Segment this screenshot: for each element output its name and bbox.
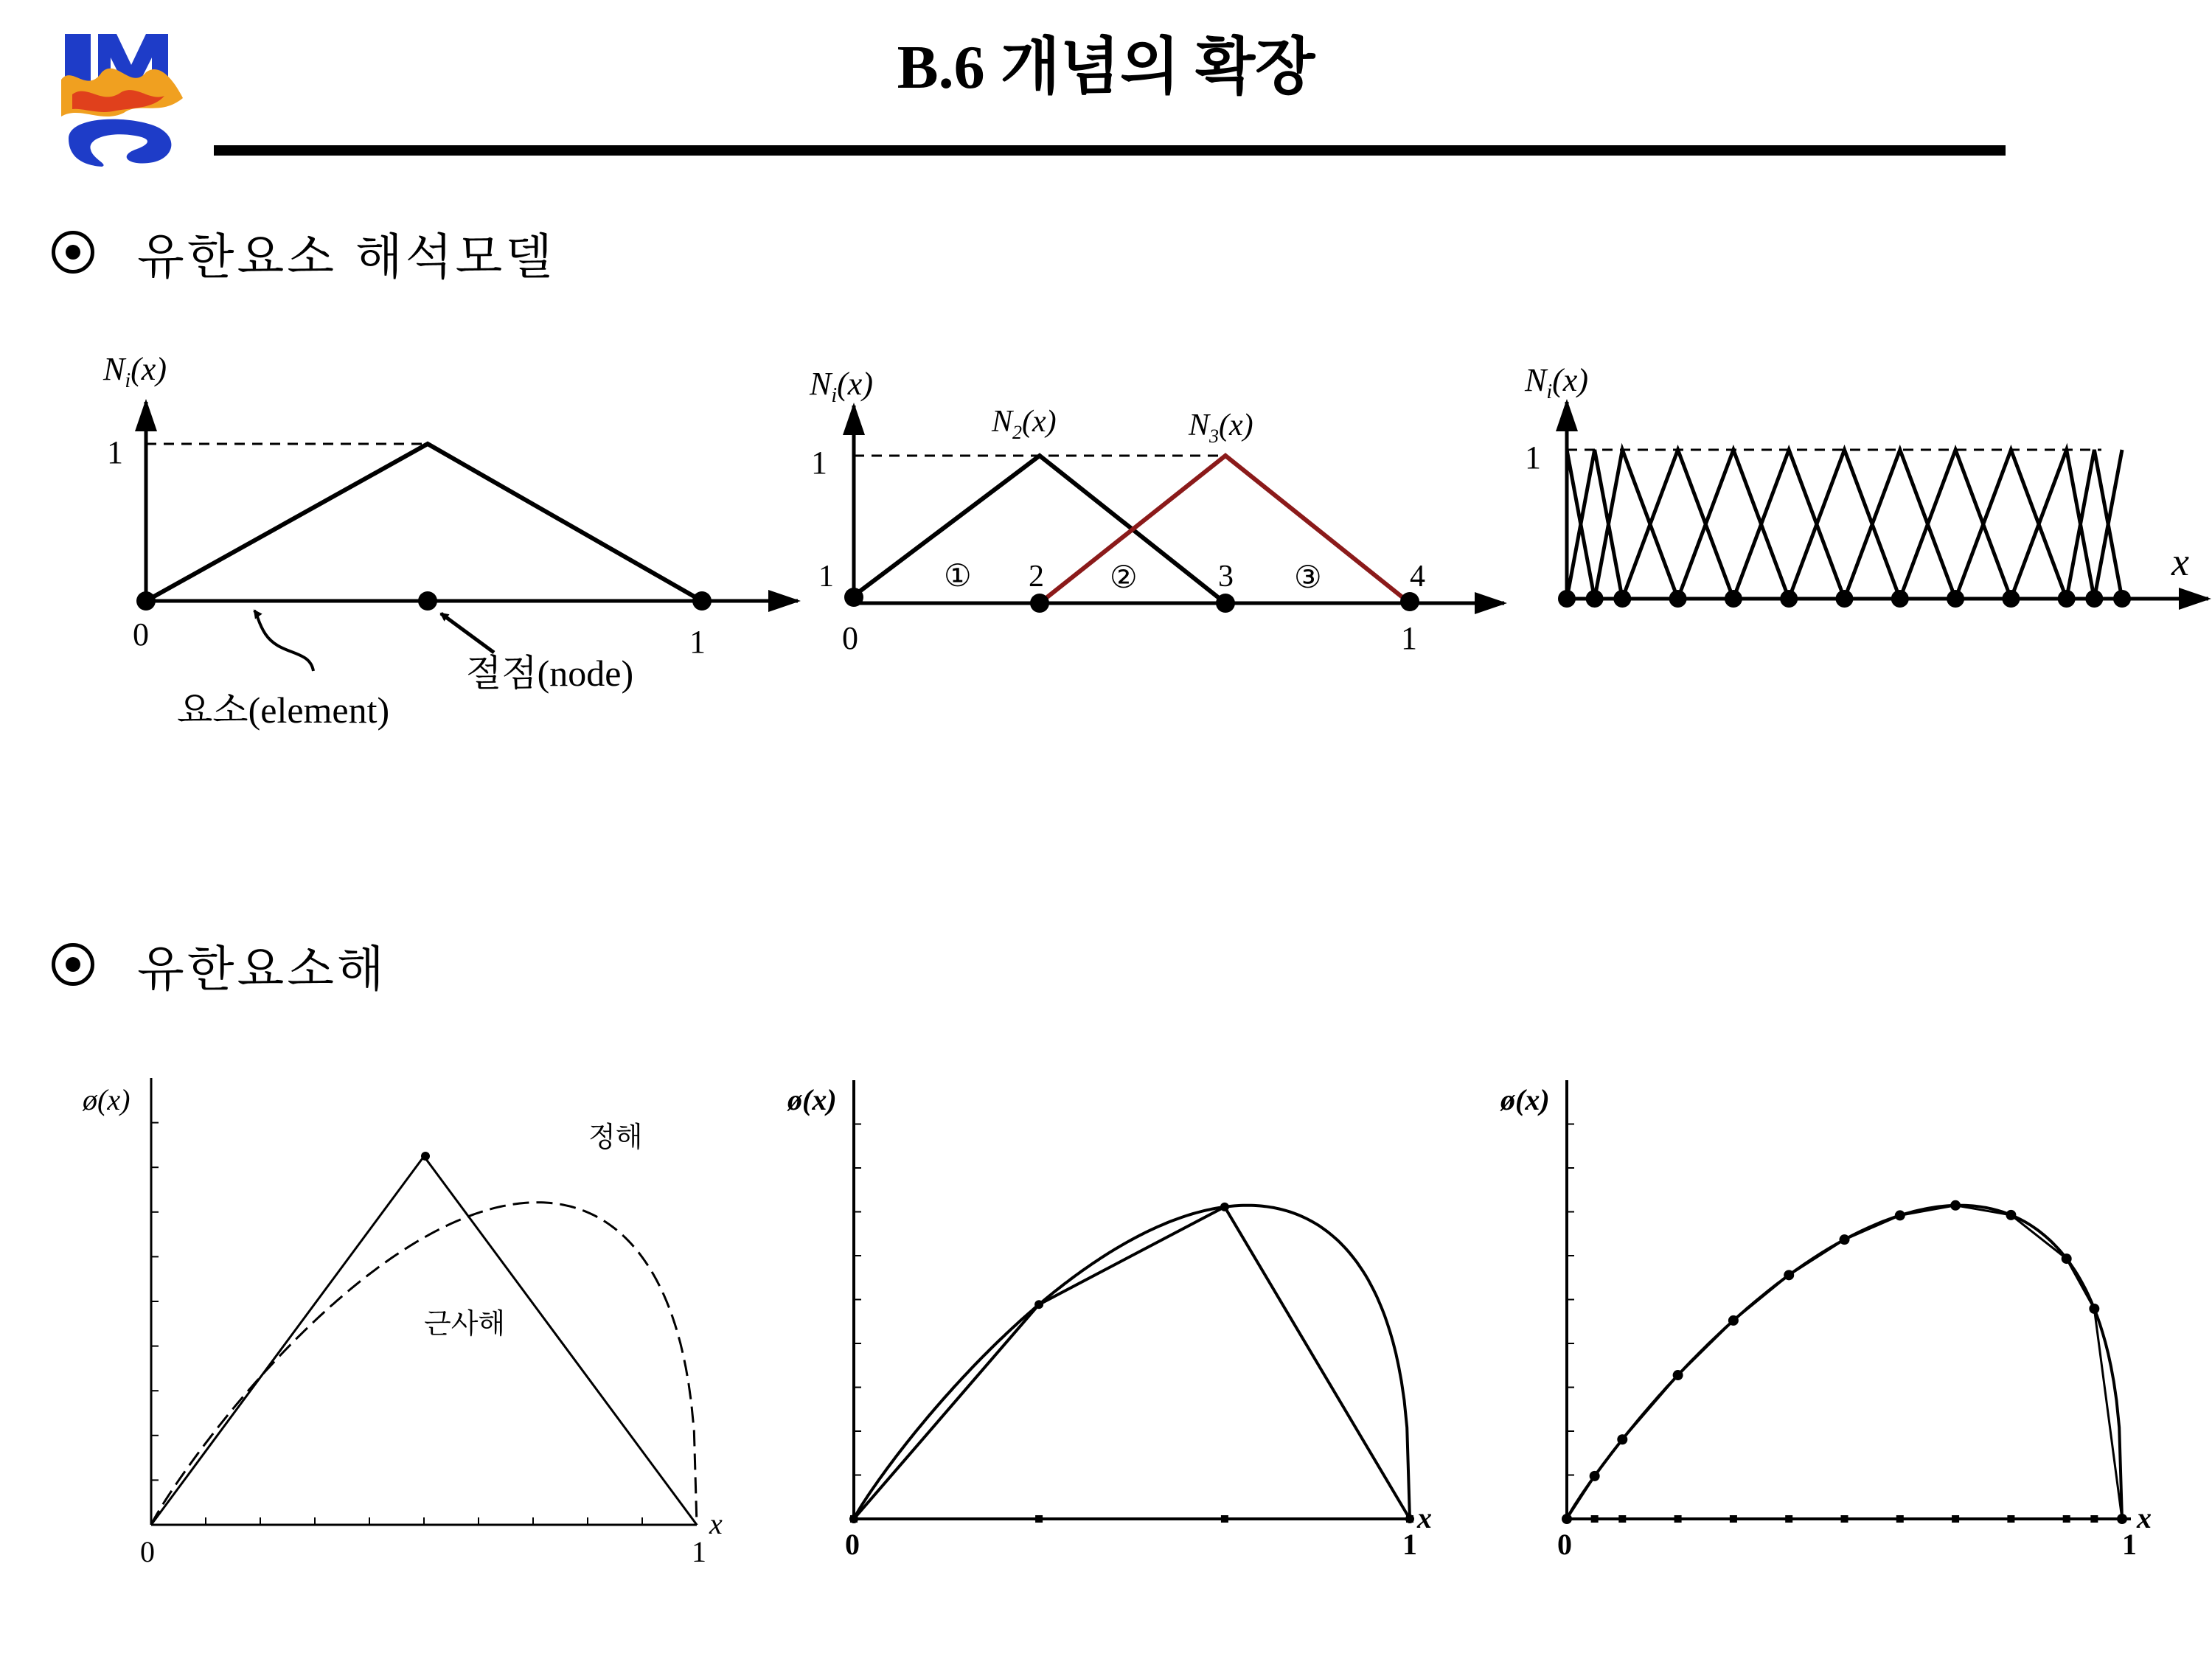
y-tick-label: 1 (811, 445, 827, 481)
node-marker (2090, 1515, 2098, 1523)
n3-label: $N_3(x)$ (1189, 408, 1253, 447)
node-point (1947, 590, 1964, 608)
element-pointer-arrow (254, 611, 313, 671)
x-axis-label: x (2171, 540, 2189, 584)
approximate-solution-line (854, 1207, 1410, 1519)
y-axis-label: $N_i(x)$ (1525, 362, 1588, 403)
node-marker (1952, 1515, 1959, 1523)
x-axis-label: x (2137, 1501, 2152, 1534)
hat-function-line (1622, 450, 1733, 599)
node-point (844, 588, 863, 607)
solution-panel-2 (787, 1080, 1432, 1561)
y-axis-label: ø(x) (1500, 1083, 1550, 1116)
n2-label: $N_2(x)$ (992, 405, 1057, 443)
node-point (1220, 1203, 1229, 1211)
y-axis-label: $N_i(x)$ (103, 351, 167, 392)
node-point (1558, 590, 1576, 608)
node-point (1836, 590, 1854, 608)
node-point (1895, 1210, 1905, 1220)
node-marker (1618, 1515, 1626, 1523)
node-marker (1563, 1515, 1571, 1523)
hat-function-line (146, 444, 702, 601)
node-marker (1035, 1515, 1043, 1523)
exact-solution-curve (1567, 1206, 2122, 1519)
element-number-1: ① (944, 557, 972, 594)
node-point (1728, 1315, 1739, 1326)
x-axis-label: x (709, 1507, 723, 1540)
node-marker (1674, 1515, 1682, 1523)
section-label: 유한요소해 (137, 940, 387, 998)
x-tick-label-1: 1 (1402, 1528, 1417, 1561)
hat-function-line (1595, 450, 1678, 599)
node-point (692, 591, 712, 611)
node-marker (1406, 1515, 1413, 1523)
node-pointer-arrow (441, 613, 494, 653)
node-marker (2118, 1515, 2126, 1523)
node-point (1673, 1370, 1683, 1380)
hat-function-line (1733, 450, 1845, 599)
node-point (1030, 594, 1049, 613)
y-axis-label: $N_i(x)$ (810, 366, 873, 407)
solution-panel-1 (82, 1078, 723, 1568)
node-point (136, 591, 156, 611)
x-tick-label-1: 1 (2122, 1528, 2137, 1561)
node-point (2113, 590, 2131, 608)
node-point (1784, 1270, 1794, 1280)
node-point (2058, 590, 2076, 608)
node-number-3: 3 (1218, 560, 1234, 594)
shape-function-panel-2 (809, 366, 1504, 656)
node-point (1586, 590, 1604, 608)
x-tick-label-1: 1 (1401, 620, 1417, 656)
node-marker (850, 1515, 858, 1523)
node-marker (1841, 1515, 1848, 1523)
x-tick-label-0: 0 (842, 620, 858, 656)
node-label: 절점(node) (466, 653, 634, 694)
node-marker (1730, 1515, 1737, 1523)
shape-function-panel-3 (1524, 362, 2208, 608)
x-tick-label-0: 0 (133, 616, 149, 653)
node-marker (2063, 1515, 2070, 1523)
node-point (1669, 590, 1687, 608)
x-axis-label: x (1417, 1501, 1432, 1534)
y-tick-label: 1 (107, 434, 123, 470)
node-marker (1785, 1515, 1792, 1523)
hat-function-line (1845, 450, 1956, 599)
element-number-2: ② (1110, 559, 1138, 595)
x-tick-label-1: 1 (692, 1535, 706, 1568)
node-point (1034, 1300, 1043, 1309)
element-number-3: ③ (1294, 559, 1322, 595)
node-point (1725, 590, 1742, 608)
hat-function-line (1955, 450, 2067, 599)
hat-function-line (1789, 450, 1900, 599)
node-point (1780, 590, 1798, 608)
node-marker (1591, 1515, 1599, 1523)
node-point (1216, 594, 1235, 613)
hat-function-line (1900, 450, 2011, 599)
node-point (1400, 592, 1419, 611)
node-point (2002, 590, 2020, 608)
x-tick-label-0: 0 (1557, 1528, 1572, 1561)
node-number-4: 4 (1410, 560, 1425, 594)
element-label: 요소(element) (177, 689, 390, 731)
node-point (2089, 1304, 2099, 1314)
node-point (1613, 590, 1631, 608)
exact-solution-curve (854, 1206, 1410, 1519)
node-marker (1221, 1515, 1228, 1523)
exact-solution-dashed-curve (151, 1203, 697, 1525)
node-point (1590, 1471, 1600, 1481)
node-point (2085, 590, 2103, 608)
hat-function-line (2067, 450, 2122, 599)
node-point (421, 1152, 430, 1161)
node-number-2: 2 (1029, 560, 1044, 594)
shape-function-panel-1 (102, 351, 798, 731)
hat-function-line (1567, 450, 1622, 599)
node-point (2062, 1253, 2072, 1264)
hat-function-line (1678, 450, 1790, 599)
solution-panel-3 (1500, 1080, 2152, 1561)
approximate-solution-label: 근사해 (424, 1307, 506, 1340)
approximate-solution-line (151, 1156, 697, 1525)
node-marker (2007, 1515, 2014, 1523)
exact-solution-label: 정해 (588, 1121, 643, 1153)
node-point (1891, 590, 1909, 608)
section-label: 유한요소 해석모델 (137, 228, 556, 285)
page-title: B.6 개념의 확장 (897, 33, 1315, 102)
node-point (2006, 1210, 2016, 1220)
x-tick-label-0: 0 (845, 1528, 860, 1561)
y-axis-label: ø(x) (83, 1083, 131, 1116)
x-tick-label-0: 0 (140, 1535, 155, 1568)
node-point (1840, 1234, 1850, 1245)
node-number-1: 1 (818, 560, 834, 594)
y-tick-label: 1 (1525, 439, 1541, 476)
node-point (418, 591, 437, 611)
x-tick-label-1: 1 (689, 624, 706, 660)
node-point (1950, 1200, 1961, 1211)
y-axis-label: ø(x) (787, 1083, 837, 1116)
approximate-solution-line (1567, 1206, 2122, 1519)
node-marker (1896, 1515, 1904, 1523)
node-point (1617, 1434, 1627, 1444)
